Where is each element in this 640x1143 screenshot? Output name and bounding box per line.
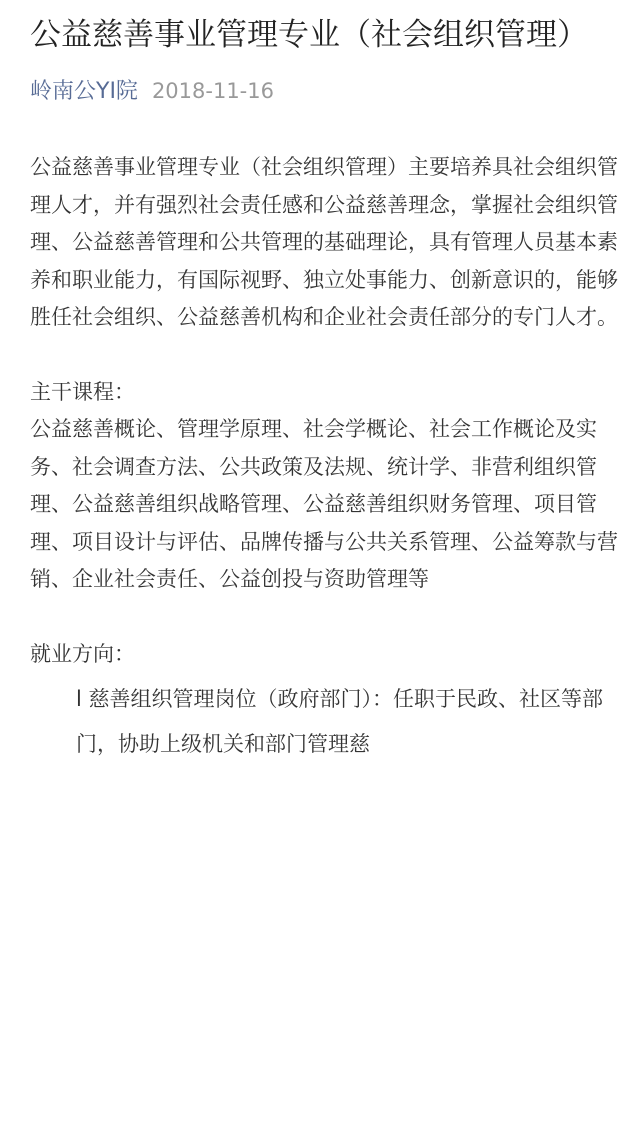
courses-heading: 主干课程：: [30, 379, 135, 404]
intro-paragraph: 公益慈善事业管理专业（社会组织管理）主要培养具社会组织管理人才，并有强烈社会责任感和公益慈善理念，掌握社会组织管理、公益慈善管理和公共管理的基础理论，具有管理人员基本素养和职业能力，有国际视野、独立处事能力、创新意识的，能够胜任社会组织、公益慈善机构和企业社会责任部分的专门人才。: [30, 155, 618, 329]
article-title: 公益慈善事业管理专业（社会组织管理）: [30, 17, 588, 53]
section-gap: [30, 599, 620, 636]
author-link[interactable]: 岭南公YI院: [30, 79, 138, 104]
employment-heading: 就业方向：: [30, 641, 135, 666]
article: [30, 10, 620, 767]
article-meta: [30, 76, 620, 106]
employment-item: l 慈善组织管理岗位（政府部门）：任职于民政、社区等部门，协助上级机关和部门管理慈: [76, 687, 604, 756]
publish-date: 2018-11-16: [151, 79, 274, 103]
courses-paragraph: 公益慈善概论、管理学原理、社会学概论、社会工作概论及实务、社会调查方法、公共政策及法规、统计学、非营利组织管理、公益慈善组织战略管理、公益慈善组织财务管理、项目管理、项目设计与评估、品牌传播与公共关系管理、公益筹款与营销、企业社会责任、公益创投与资助管理等: [30, 417, 618, 591]
section-gap: [30, 337, 620, 374]
article-body: [30, 149, 620, 767]
